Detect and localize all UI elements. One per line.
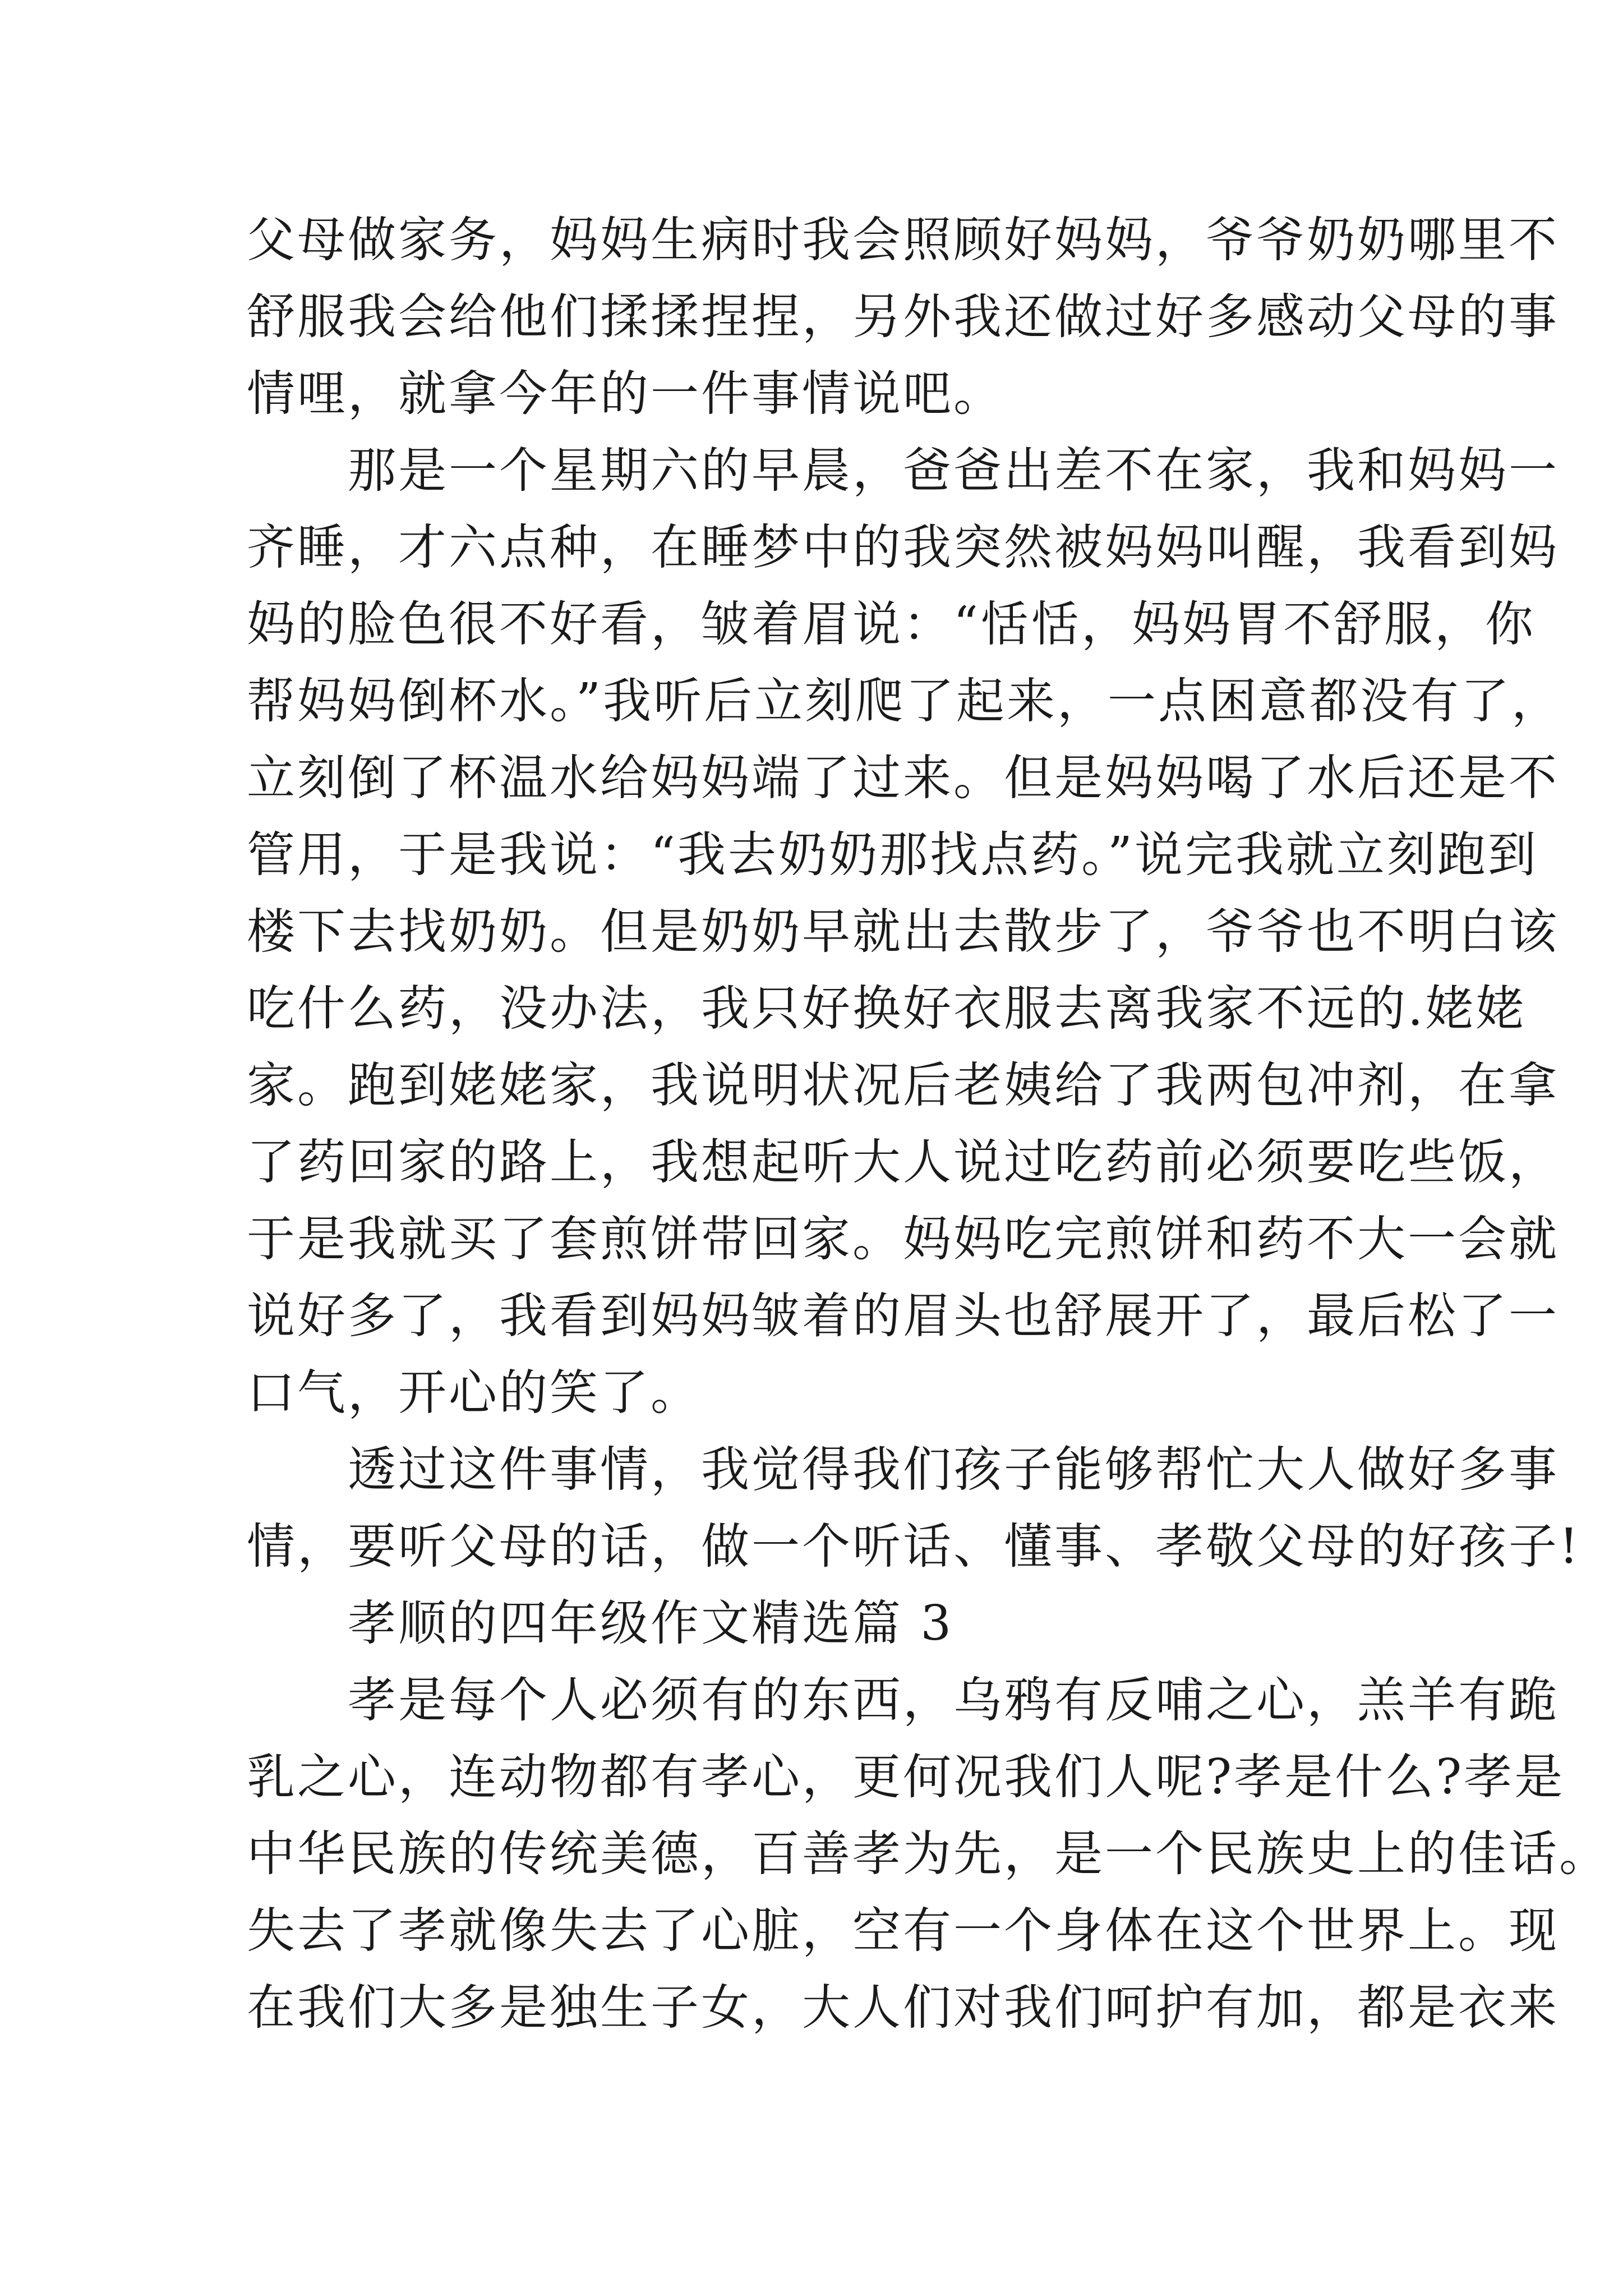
text-line: 失去了孝就像失去了心脏，空有一个身体在这个世界上。现 bbox=[247, 1903, 1559, 1959]
text-line: 孝是每个人必须有的东西，乌鸦有反哺之心，羔羊有跪 bbox=[247, 1672, 1559, 1728]
text-line: 了药回家的路上，我想起听大人说过吃药前必须要吃些饭， bbox=[247, 1134, 1559, 1190]
text-line: 说好多了，我看到妈妈皱着的眉头也舒展开了，最后松了一 bbox=[247, 1288, 1559, 1344]
text-line: 于是我就买了套煎饼带回家。妈妈吃完煎饼和药不大一会就 bbox=[247, 1211, 1559, 1267]
text-line: 透过这件事情，我觉得我们孩子能够帮忙大人做好多事 bbox=[247, 1442, 1559, 1498]
text-line: 口气，开心的笑了。 bbox=[247, 1365, 701, 1421]
text-line: 立刻倒了杯温水给妈妈端了过来。但是妈妈喝了水后还是不 bbox=[247, 750, 1559, 806]
text-line: 中华民族的传统美德，百善孝为先，是一个民族史上的佳话。 bbox=[247, 1826, 1610, 1882]
text-line: 在我们大多是独生子女，大人们对我们呵护有加，都是衣来 bbox=[247, 1980, 1559, 2036]
text-line: 父母做家务，妈妈生病时我会照顾好妈妈，爷爷奶奶哪里不 bbox=[247, 212, 1559, 268]
text-line: 楼下去找奶奶。但是奶奶早就出去散步了，爷爷也不明白该 bbox=[247, 904, 1559, 960]
text-line: 乳之心，连动物都有孝心，更何况我们人呢?孝是什么?孝是 bbox=[247, 1749, 1565, 1805]
text-line: 妈的脸色很不好看，皱着眉说：“恬恬，妈妈胃不舒服，你 bbox=[247, 596, 1536, 652]
text-line: 管用，于是我说：“我去奶奶那找点药。”说完我就立刻跑到 bbox=[247, 827, 1538, 883]
text-line: 舒服我会给他们揉揉捏捏，另外我还做过好多感动父母的事 bbox=[247, 289, 1559, 345]
section-heading: 孝顺的四年级作文精选篇 3 bbox=[247, 1595, 954, 1651]
text-line: 家。跑到姥姥家，我说明状况后老姨给了我两包冲剂，在拿 bbox=[247, 1057, 1559, 1114]
text-line: 情哩，就拿今年的一件事情说吧。 bbox=[247, 366, 1004, 422]
text-line: 那是一个星期六的早晨，爸爸出差不在家，我和妈妈一 bbox=[247, 443, 1559, 499]
text-line: 帮妈妈倒杯水。”我听后立刻爬了起来，一点困意都没有了， bbox=[247, 673, 1562, 729]
essay-body bbox=[247, 202, 1610, 2046]
text-line: 吃什么药，没办法，我只好换好衣服去离我家不远的.姥姥 bbox=[247, 981, 1527, 1037]
text-line: 情，要听父母的话，做一个听话、懂事、孝敬父母的好孩子! bbox=[247, 1519, 1581, 1575]
text-line: 齐睡，才六点种，在睡梦中的我突然被妈妈叫醒，我看到妈 bbox=[247, 519, 1559, 576]
